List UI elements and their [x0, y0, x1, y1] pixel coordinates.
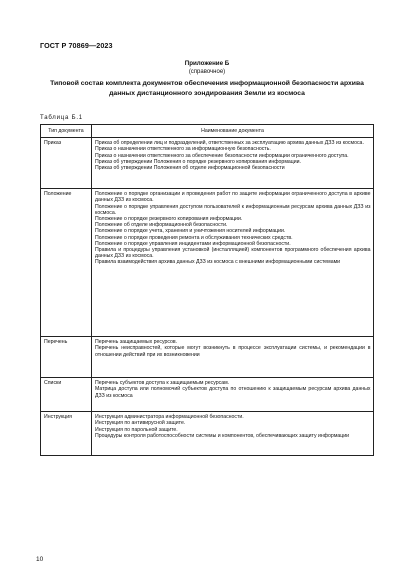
document-name: Приказ об утверждении Положения об отделе информационной безопасности: [95, 165, 285, 172]
table-row: [41, 337, 374, 378]
document-name: Приказ об утверждении Положения о порядке резервного копирования информации.: [95, 158, 301, 165]
table-row: [41, 378, 374, 412]
document-name: Перечень защищаемых ресурсов.: [95, 339, 178, 346]
document-name: Положение о порядке резервного копирования информации.: [95, 216, 243, 223]
document-name: Процедуры контроля работоспособности системы и компонентов, обеспечивающих защиту информации: [95, 432, 350, 439]
document-name: Положение о порядке учета, хранения и уничтожения носителей информации.: [95, 228, 286, 235]
document-name: Положение о порядке управления инцидентами информационной безопасности.: [95, 240, 291, 247]
table-row: [41, 189, 374, 337]
documents-table: [40, 124, 374, 456]
document-name: Инструкция администратора информационной безопасности.: [95, 414, 244, 421]
row-type-cell: Перечень: [41, 337, 92, 378]
appendix-subtitle: (справочное): [188, 69, 226, 75]
row-names-cell: [92, 412, 374, 456]
document-name: Положение о порядке управления доступом пользователей к информационным ресурсам архива данных ДЗЗ из космоса.: [95, 203, 371, 216]
row-names-cell: [92, 189, 374, 337]
document-name: Правила взаимодействия архива данных ДЗЗ из космоса с внешними информационными системами: [95, 259, 341, 266]
document-name: Правила и процедуры управления установкой (инсталляцией) компонентов программного обеспечения архива данных ДЗЗ из космоса.: [95, 247, 371, 260]
row-type-cell: Инструкция: [41, 412, 92, 456]
table-row: [41, 138, 374, 189]
table-caption: Таблица Б.1: [40, 115, 83, 121]
row-type-cell: Положение: [41, 189, 92, 337]
header-document-name: Наименование документа: [92, 125, 374, 138]
document-name: Приказ о назначении ответственного за информационную безопасность.: [95, 146, 271, 153]
row-type-cell: Приказ: [41, 138, 92, 189]
row-names-cell: [92, 138, 374, 189]
document-name: Положение о порядке проведения ремонта и обслуживания технических средств.: [95, 234, 293, 241]
document-name: Приказ о назначении ответственного за обеспечение безопасности информации ограниченного доступа.: [95, 152, 349, 159]
row-names-cell: [92, 337, 374, 378]
document-name: Перечень субъектов доступа к защищаемым ресурсам.: [95, 380, 230, 387]
document-name: Положение о порядке организации и проведения работ по защите информации ограниченного доступа в архиве данных ДЗЗ из космоса.: [95, 191, 371, 204]
document-title: Типовой состав комплекта документов обеспечения информационной безопасности архива данных дистанционного зондирования Земли из космоса: [50, 80, 364, 97]
document-name: Приказ об определении лиц и подразделений, ответственных за эксплуатацию архива данных ДЗЗ из космоса.: [95, 140, 364, 147]
header-document-type: Тип документа: [41, 125, 92, 138]
table-header-row: [41, 125, 374, 138]
document-name: Инструкция по антивирусной защите.: [95, 420, 186, 427]
table-row: [41, 412, 374, 456]
row-type-cell: Списки: [41, 378, 92, 412]
row-names-cell: [92, 378, 374, 412]
appendix-title: Приложение Б: [184, 60, 230, 67]
document-name: Матрица доступа или полномочий субъектов доступа по отношению к защищаемым ресурсам архива данных ДЗЗ из космоса: [95, 386, 371, 399]
document-name: Инструкция по парольной защите.: [95, 426, 178, 433]
standard-header: ГОСТ Р 70869—2023: [40, 41, 113, 50]
page-number: 10: [36, 556, 44, 563]
document-name: Перечень неисправностей, которые могут возникнуть в процессе эксплуатации системы, и рекомендации в отношении действий при их возникновении: [95, 345, 371, 358]
document-name: Положение об отделе информационной безопасности.: [95, 222, 228, 229]
